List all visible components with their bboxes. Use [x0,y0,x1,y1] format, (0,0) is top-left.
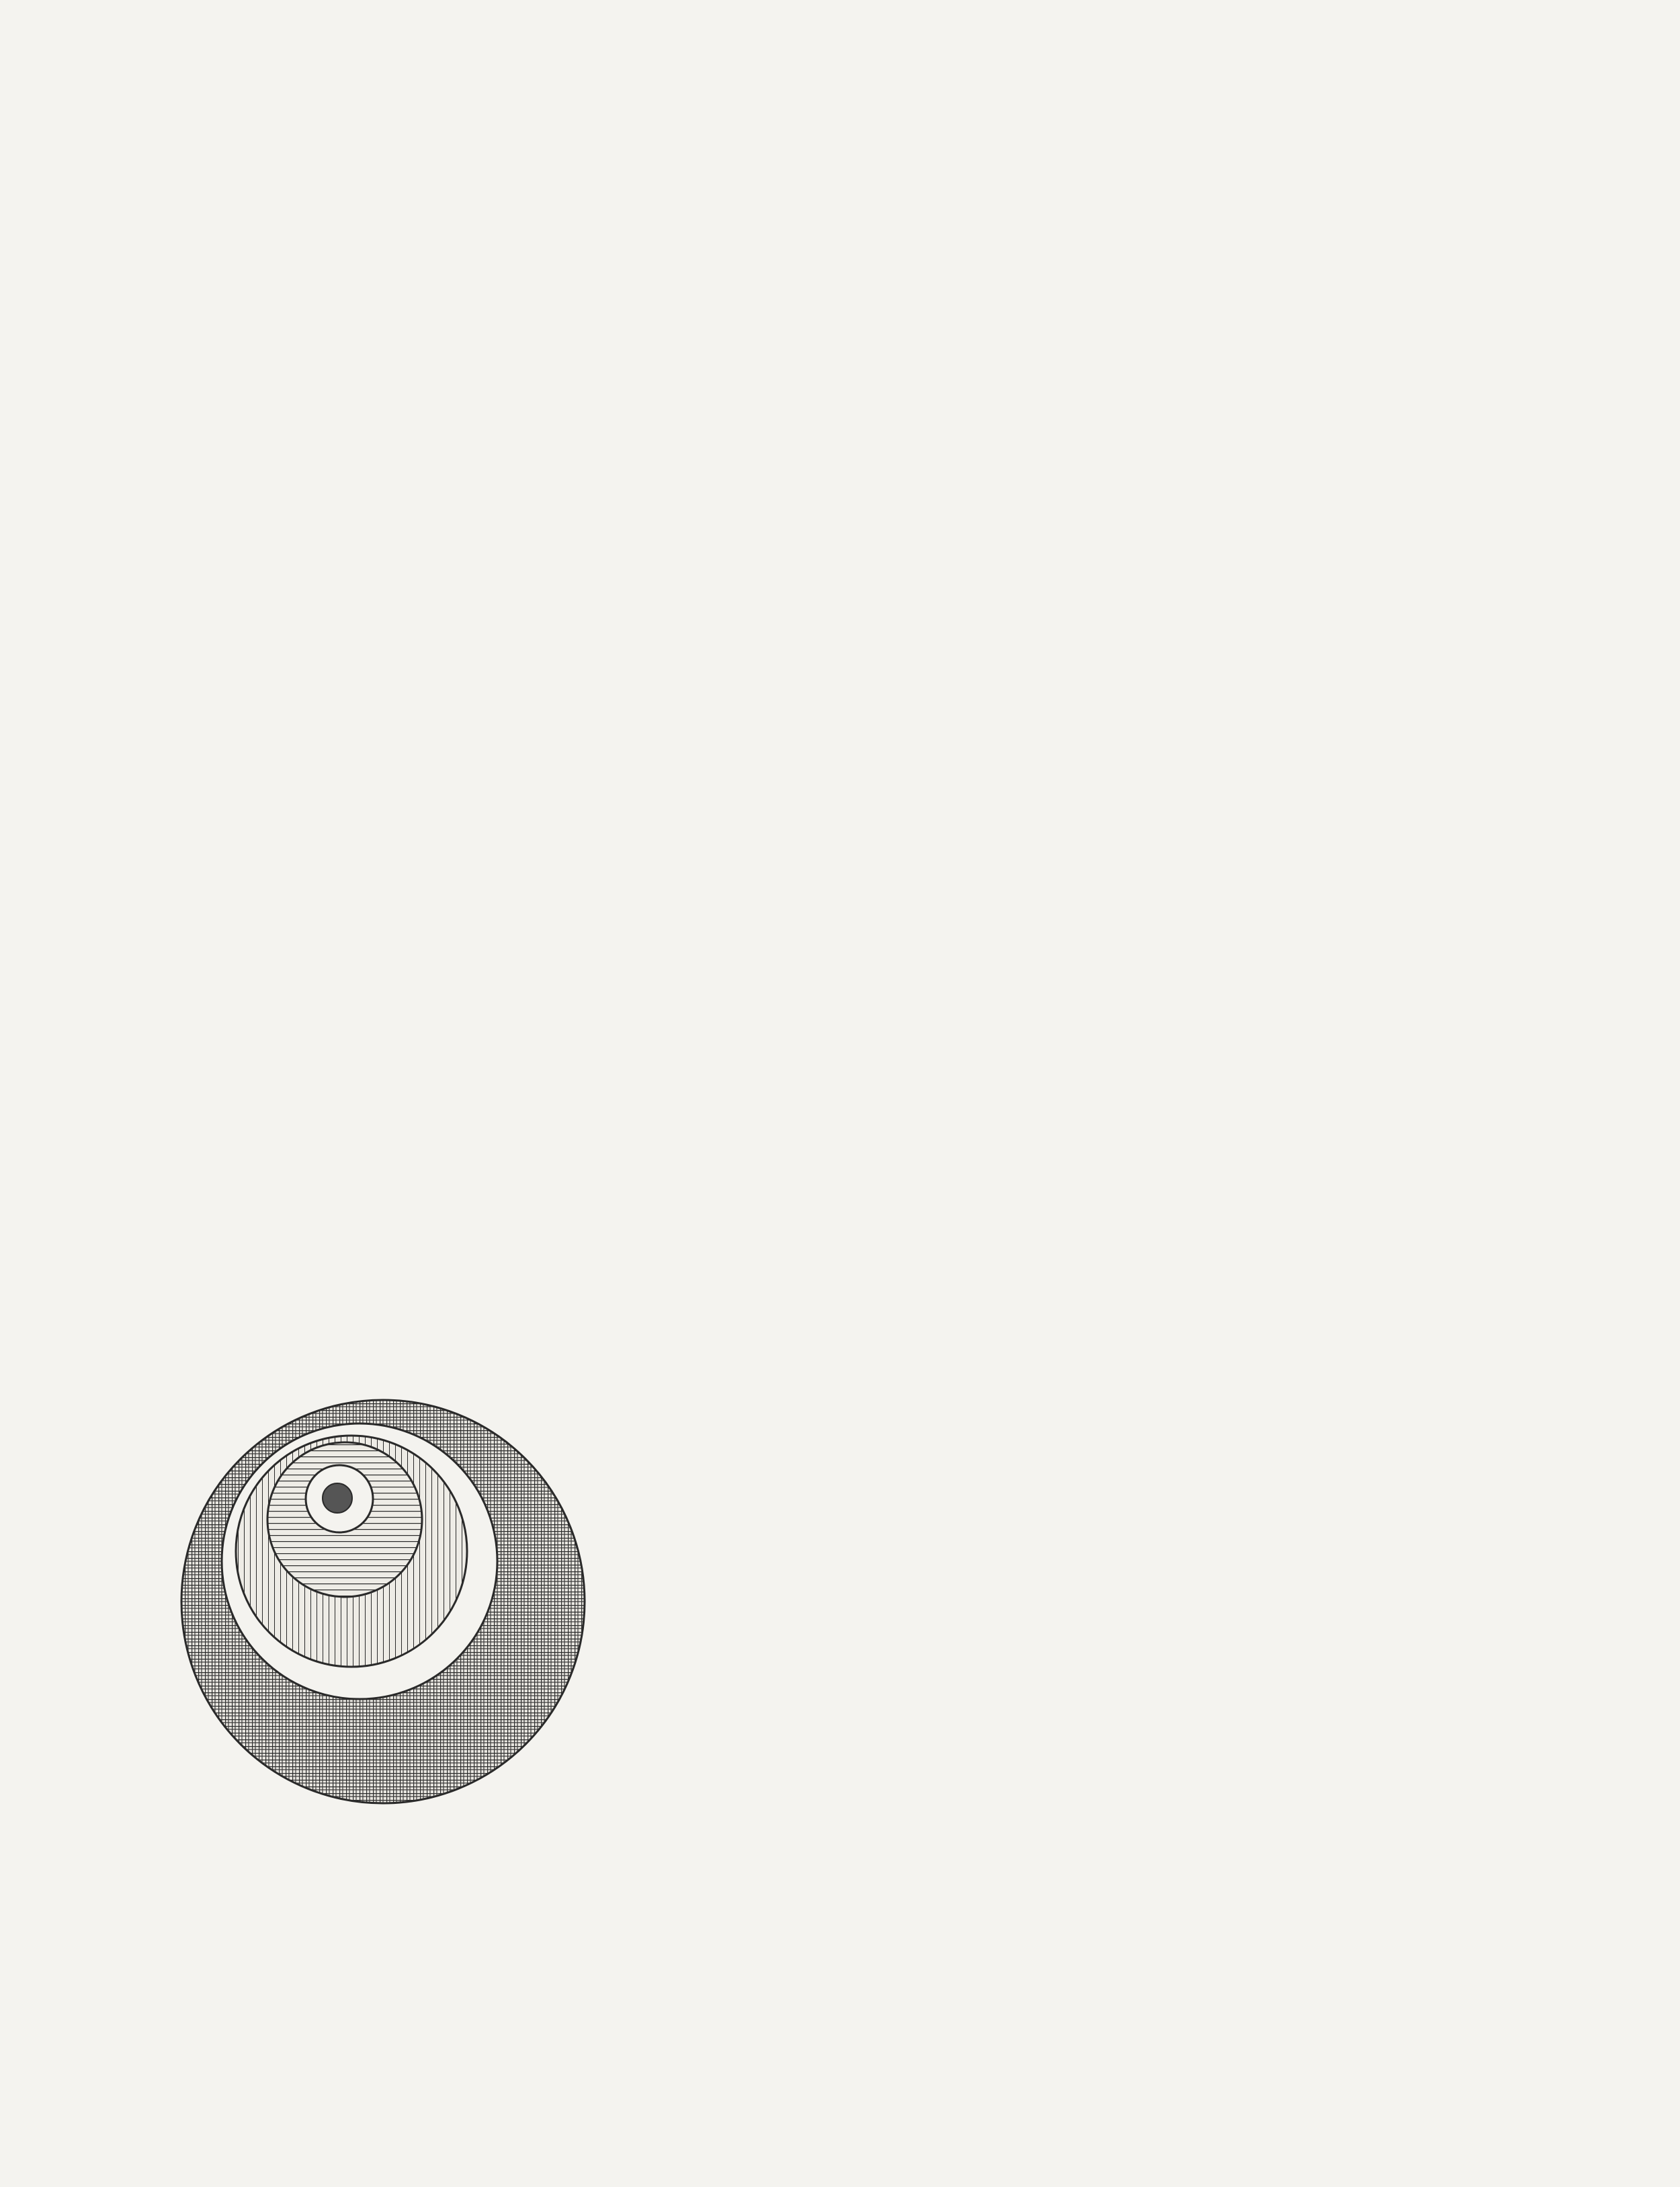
concentric-circles-drawing [1072,393,1421,743]
crosshatched-circles-drawing [171,1390,595,1813]
center-dot [323,1483,352,1513]
spiral-binding [1646,0,1673,2187]
